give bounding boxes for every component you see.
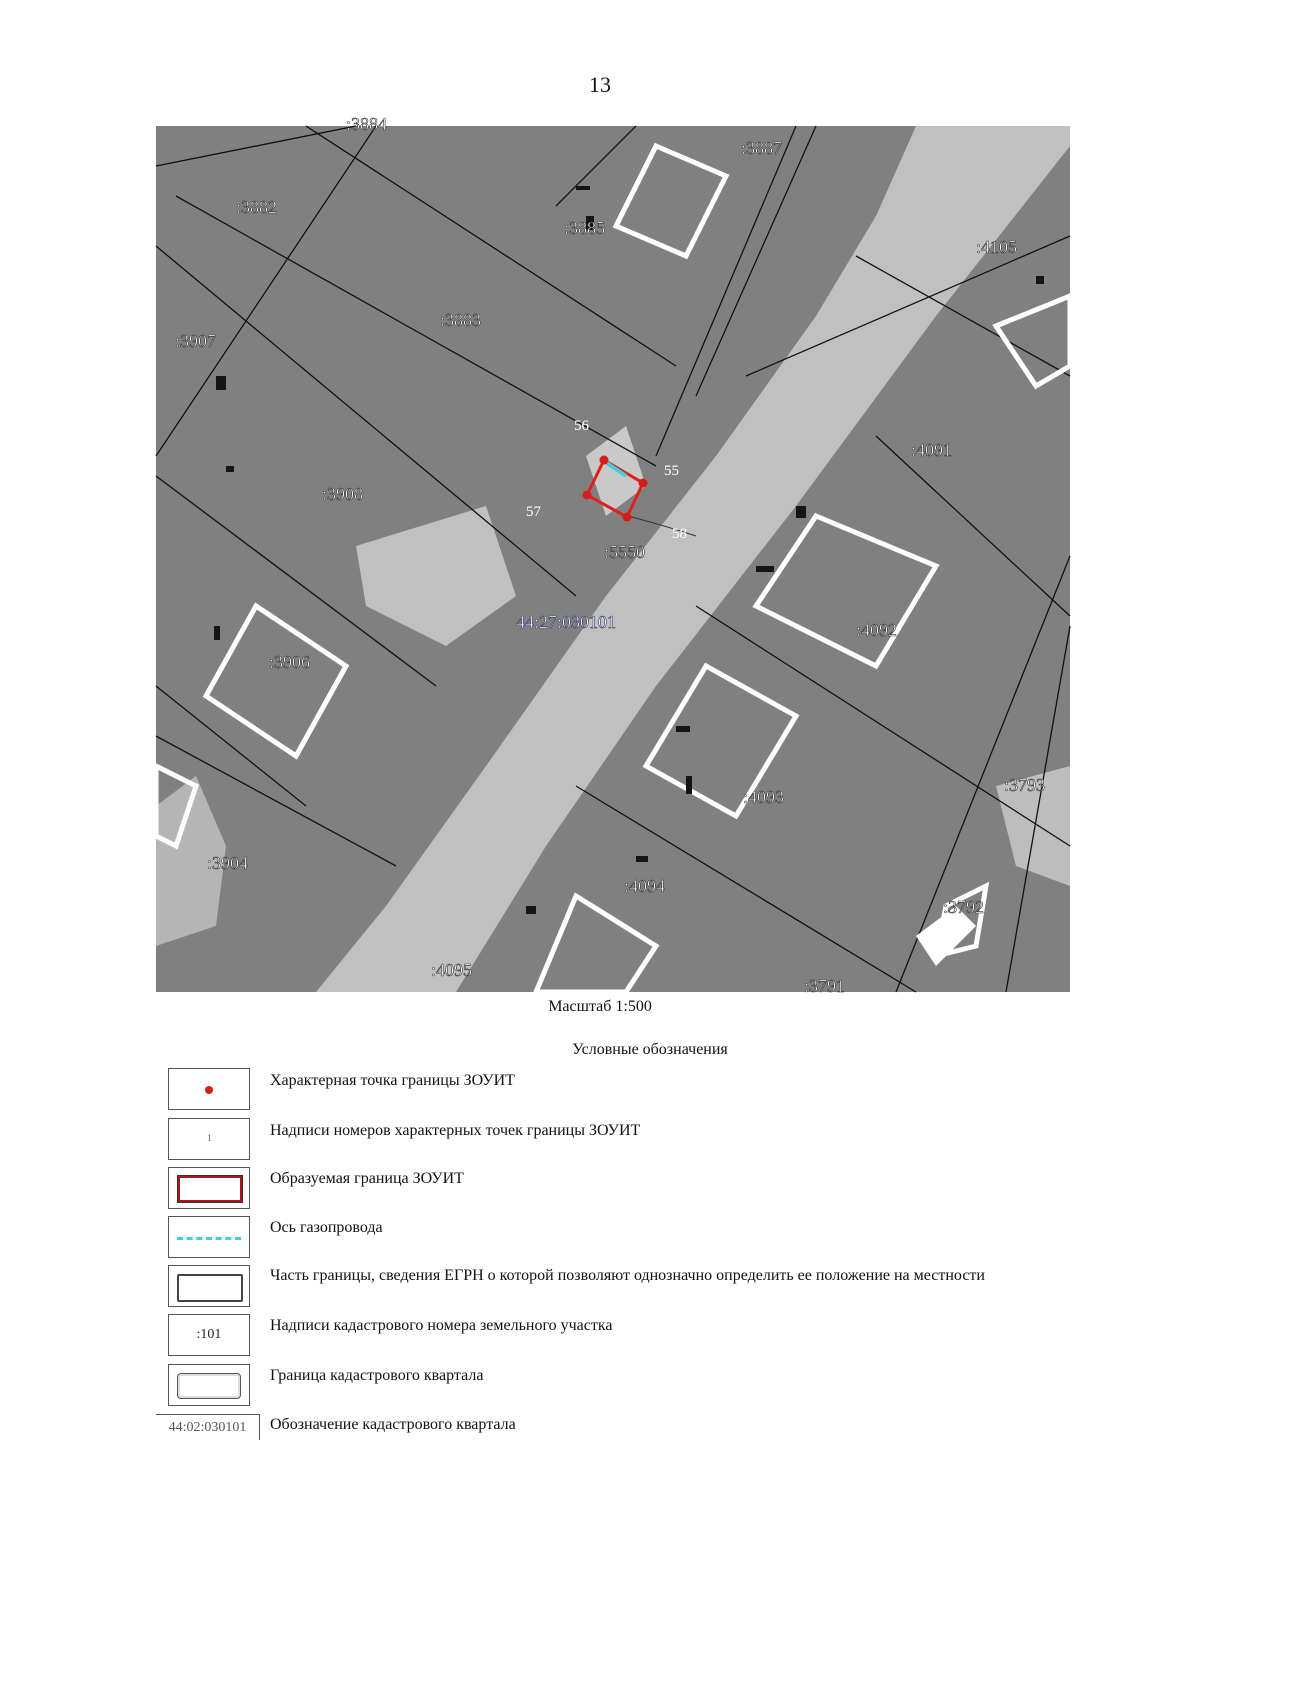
legend-text: Обозначение кадастрового квартала: [270, 1416, 516, 1433]
legend-symbol-quarter-border: [168, 1364, 250, 1406]
parcel-label: :4094: [624, 876, 666, 896]
parcel-label: :4091: [911, 440, 953, 460]
parcel-label: :3887: [741, 138, 783, 158]
legend-text: Характерная точка границы ЗОУИТ: [270, 1072, 515, 1089]
dashed-line-icon: [177, 1237, 241, 1240]
rounded-rectangle-icon: [177, 1373, 241, 1399]
parcel-label: :4093: [743, 787, 785, 807]
point-label-57: 57: [526, 504, 541, 520]
parcel-label: :5550: [604, 542, 646, 562]
legend-text: Образуемая граница ЗОУИТ: [270, 1170, 464, 1187]
cadastral-map[interactable]: [156, 114, 1070, 996]
point-number-sample: 1: [207, 1133, 212, 1143]
legend-symbol-cadastral-number: [168, 1314, 250, 1356]
parcel-label: :3793: [1004, 775, 1046, 795]
legend-symbol-point-number: [168, 1118, 250, 1160]
point-label-58: 58: [672, 526, 687, 542]
legend-text: Часть границы, сведения ЕГРН о которой позволяют однозначно определить ее положение на местности: [270, 1267, 985, 1284]
parcel-label: :3883: [440, 310, 482, 330]
legend-symbol-point: [168, 1068, 250, 1110]
legend-symbol-zone: [168, 1167, 250, 1209]
red-rectangle-icon: [178, 1176, 242, 1202]
parcel-label: :4095: [431, 960, 473, 980]
point-label-56: 56: [574, 418, 589, 434]
legend-title: Условные обозначения: [572, 1041, 728, 1058]
legend-symbol-egrn-border: [168, 1265, 250, 1307]
parcel-label: :3792: [943, 897, 985, 917]
grey-rectangle-icon: [177, 1274, 243, 1302]
parcel-label: :3884: [346, 114, 388, 134]
parcel-label: :3908: [322, 484, 364, 504]
legend-text: Надписи номеров характерных точек границы ЗОУИТ: [270, 1122, 641, 1139]
legend-symbol-pipeline: [168, 1216, 250, 1258]
parcel-label: :3904: [207, 853, 249, 873]
legend-text: Граница кадастрового квартала: [270, 1367, 484, 1384]
parcel-label: :4105: [976, 237, 1018, 257]
parcel-label: :3882: [236, 197, 278, 217]
quarter-label: 44:27:030101: [516, 612, 617, 632]
quarter-label-sample: 44:02:030101: [156, 1414, 260, 1440]
parcel-label: :3907: [175, 331, 217, 351]
point-label-55: 55: [664, 463, 679, 479]
parcel-label: :4092: [856, 620, 898, 640]
parcel-label: :3885: [564, 218, 606, 238]
cadastral-number-sample: :101: [196, 1327, 222, 1342]
parcel-label: :3906: [269, 652, 311, 672]
legend-text: Ось газопровода: [270, 1219, 383, 1236]
page-number: 13: [589, 72, 611, 97]
scale-caption: Масштаб 1:500: [548, 998, 652, 1015]
legend-text: Надписи кадастрового номера земельного участка: [270, 1317, 613, 1334]
parcel-label: :3791: [804, 976, 846, 996]
red-point-icon: [205, 1086, 213, 1094]
